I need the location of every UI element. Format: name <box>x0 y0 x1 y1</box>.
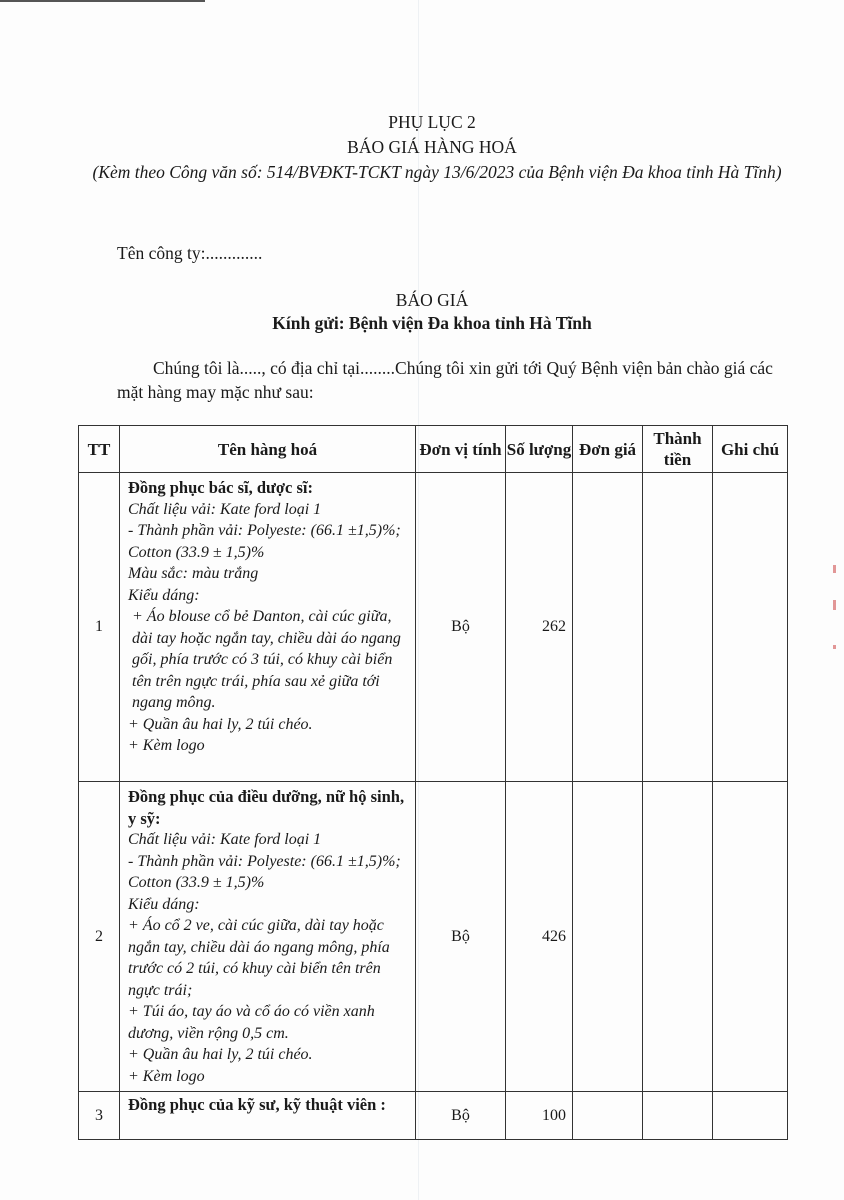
scan-edge-line <box>0 0 205 2</box>
row-tt: 1 <box>79 473 120 782</box>
item-spec-line: Kiểu dáng: <box>128 895 200 913</box>
item-spec-line: + Quần âu hai ly, 2 túi chéo. <box>128 715 313 733</box>
row-unit: Bộ <box>416 782 506 1092</box>
row-total <box>643 473 713 782</box>
header-price: Đơn giá <box>573 426 643 473</box>
row-total <box>643 782 713 1092</box>
item-spec-line: + Áo cổ 2 ve, cài cúc giữa, dài tay hoặc ngắn tay, chiều dài áo ngang mông, phía trước có 2 túi, có khuy cài biển tên trên ngực trái; <box>128 917 390 999</box>
company-name-line: Tên công ty:............. <box>117 243 263 263</box>
row-tt: 3 <box>79 1092 120 1140</box>
stamp-bleed-mark <box>833 645 836 649</box>
row-note <box>713 473 788 782</box>
item-spec-line: + Áo blouse cổ bẻ Danton, cài cúc giữa, dài tay hoặc ngắn tay, chiều dài áo ngang gối, phía trước có 3 túi, có khuy cài biển tên trên ngực trái, phía sau xẻ giữa tới ngang mông. <box>132 608 401 711</box>
item-title: Đồng phục của kỹ sư, kỹ thuật viên : <box>128 1095 386 1114</box>
stamp-bleed-mark <box>833 565 836 573</box>
qty-value: 426 <box>542 927 566 945</box>
row-total <box>643 1092 713 1140</box>
row-item-name <box>120 473 416 782</box>
row-tt: 2 <box>79 782 120 1092</box>
header-qty: Số lượng <box>506 426 573 473</box>
row-note <box>713 1092 788 1140</box>
row-unit: Bộ <box>416 473 506 782</box>
item-spec-line: + Quần âu hai ly, 2 túi chéo. <box>128 1046 313 1063</box>
table-header-row <box>79 426 788 473</box>
row-item-name <box>120 782 416 1092</box>
document-title: BÁO GIÁ HÀNG HOÁ <box>347 137 517 157</box>
item-spec-line: Kiểu dáng: <box>128 586 200 604</box>
header-name: Tên hàng hoá <box>120 426 416 473</box>
row-item-name <box>120 1092 416 1140</box>
row-qty <box>506 473 573 782</box>
header-total: Thành tiền <box>643 426 713 473</box>
row-price <box>573 782 643 1092</box>
item-spec-line: + Kèm logo <box>128 737 205 754</box>
item-title: Đồng phục bác sĩ, dược sĩ: <box>128 478 313 497</box>
table-row <box>79 473 788 782</box>
quote-heading: BÁO GIÁ <box>395 290 469 310</box>
header-tt: TT <box>79 426 120 473</box>
item-spec-line: - Thành phần vải: Polyeste: (66.1 ±1,5)%; Cotton (33.9 ± 1,5)% <box>128 852 401 891</box>
qty-value: 262 <box>542 618 566 636</box>
item-spec-line: Chất liệu vải: Kate ford loại 1 <box>128 831 322 848</box>
header-note: Ghi chú <box>713 426 788 473</box>
header-unit: Đơn vị tính <box>416 426 506 473</box>
appendix-label: PHỤ LỤC 2 <box>388 112 476 132</box>
table-row <box>79 1092 788 1140</box>
reference-note: (Kèm theo Công văn số: 514/BVĐKT-TCKT ngày 13/6/2023 của Bệnh viện Đa khoa tỉnh Hà Tĩnh) <box>92 162 782 182</box>
row-qty <box>506 782 573 1092</box>
item-spec-line: Chất liệu vải: Kate ford loại 1 <box>128 500 322 518</box>
item-spec-line: Màu sắc: màu trắng <box>128 565 259 582</box>
table-row <box>79 782 788 1092</box>
row-qty <box>506 1092 573 1140</box>
item-spec-line: - Thành phần vải: Polyeste: (66.1 ±1,5)%; Cotton (33.9 ± 1,5)% <box>128 522 401 561</box>
recipient-line: Kính gửi: Bệnh viện Đa khoa tỉnh Hà Tĩnh <box>272 313 592 333</box>
qty-value: 100 <box>542 1106 566 1124</box>
row-note <box>713 782 788 1092</box>
item-spec-line: + Kèm logo <box>128 1067 205 1085</box>
intro-text: Chúng tôi là....., có địa chỉ tại........Chúng tôi xin gửi tới Quý Bệnh viện bản chào giá các mặt hàng may mặc như sau: <box>117 358 773 402</box>
intro-paragraph <box>117 356 777 404</box>
item-spec-line: + Túi áo, tay áo và cổ áo có viền xanh dương, viền rộng 0,5 cm. <box>128 1003 375 1042</box>
item-title: Đồng phục của điều dưỡng, nữ hộ sinh, y sỹ: <box>128 787 405 828</box>
row-price <box>573 1092 643 1140</box>
stamp-bleed-mark <box>833 600 836 610</box>
row-unit: Bộ <box>416 1092 506 1140</box>
quote-table <box>78 425 788 1140</box>
row-price <box>573 473 643 782</box>
